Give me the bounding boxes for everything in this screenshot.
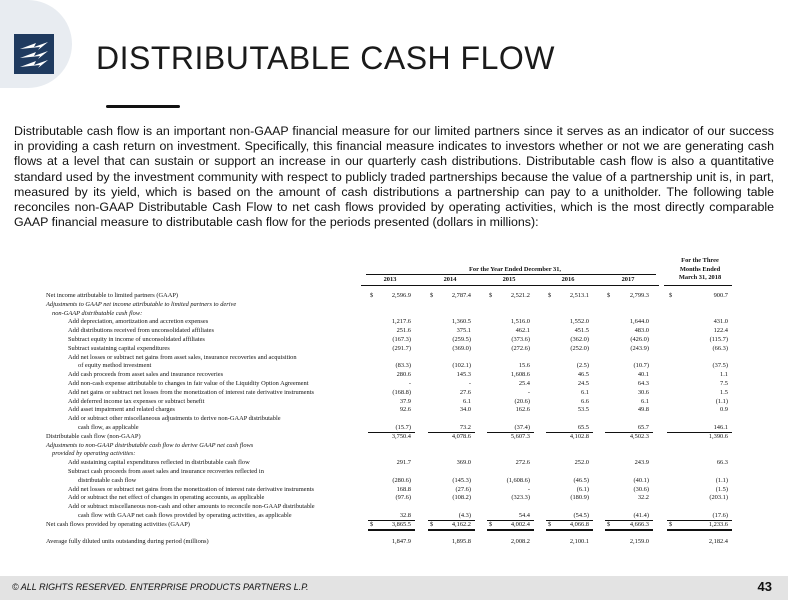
table-cell: (6.1) [576,485,589,493]
total-double-rule [605,529,653,530]
table-cell: (17.6) [712,512,728,519]
table-cell: 122.4 [713,327,728,335]
table-cell: 4,502.3 [629,432,649,440]
row-label: Add net losses or subtract net gains from the monetization of interest rate derivative instruments [68,485,314,493]
table-cell: 1,644.0 [629,318,649,326]
total-double-rule [487,529,534,530]
row-label: Add or subtract other miscellaneous adjustments to derive non-GAAP distributable [68,415,281,423]
table-cell: 92.6 [399,406,411,414]
table-cell: 65.7 [637,424,649,431]
dollar-sign: $ [430,292,434,299]
table-cell: - [408,380,411,387]
table-cell: 1,552.0 [569,318,589,326]
table-cell: (20.6) [514,397,530,405]
table-cell: 2,521.2 [510,292,530,299]
table-cell: (180.9) [570,494,589,502]
table-cell: (1,608.6) [506,476,530,484]
table-cell: 2,008.2 [510,538,530,546]
table-cell: 54.4 [518,512,530,519]
dollar-sign: $ [548,292,552,299]
table-cell: 37.9 [399,397,411,405]
year-header-rule [421,285,481,286]
table-cell: 280.6 [396,371,411,379]
total-double-rule [605,530,653,531]
row-label: non-GAAP distributable cash flow: [52,309,143,317]
year-header-2013: 2013 [383,276,397,283]
table-cell: 1,516.0 [510,318,530,326]
table-cell: (37.4) [514,424,530,431]
total-top-rule [428,520,475,521]
year-header-2017: 2017 [621,276,635,283]
table-cell: 73.2 [459,424,471,431]
row-label: distributable cash flow [78,476,137,484]
table-cell: 2,787.4 [451,292,471,299]
year-header-rule [361,285,421,286]
table-cell: (115.7) [709,336,728,343]
row-label: Net income attributable to limited partners (GAAP) [46,292,179,299]
table-cell: (272.6) [511,344,530,352]
table-cell: 2,799.3 [629,292,649,299]
table-cell: (243.9) [630,344,649,352]
table-cell: 2,513.1 [569,292,589,299]
year-header-2016: 2016 [561,276,575,283]
table-cell: - [468,380,471,387]
row-label: Add net losses or subtract net gains from asset sales, insurance recoveries and acquisition [68,353,297,361]
dollar-sign: $ [607,520,611,528]
row-label: Subtract sustaining capital expenditures [68,344,170,352]
table-cell: (280.6) [392,476,411,484]
table-cell: 291.7 [396,459,411,467]
table-cell: 6.1 [641,397,649,405]
table-cell: 251.6 [396,327,411,335]
table-cell: (27.6) [455,485,471,493]
table-cell: (108.2) [452,494,471,502]
table-cell: 53.5 [577,406,589,414]
dollar-sign: $ [607,292,611,299]
row-label: Distributable cash flow (non-GAAP) [46,432,141,440]
table-cell: 2,596.9 [391,292,411,299]
table-cell: 2,159.0 [629,538,649,546]
table-cell: 6.1 [463,397,471,405]
table-cell: 4,666.3 [629,520,649,528]
row-label: cash flow, as applicable [78,424,139,431]
row-label: Subtract equity in income of unconsolidated affiliates [68,336,205,343]
table-cell: 2,100.1 [569,538,589,546]
row-label: cash flow with GAAP net cash flows provided by operating activities, as applicable [78,512,292,519]
table-cell: - [527,485,530,493]
table-cell: (37.5) [712,362,728,370]
table-cell: 162.6 [515,406,530,414]
table-cell: 1,233.6 [708,520,728,528]
row-label: Add depreciation, amortization and accretion expenses [68,318,209,326]
table-cell: 3,865.5 [391,520,411,528]
row-label: provided by operating activities: [52,450,136,458]
table-cell: (41.4) [633,512,649,519]
row-label: Subtract cash proceeds from asset sales and insurance recoveries reflected in [68,468,264,475]
table-cell: 34.0 [459,406,471,414]
year-header-rule [480,285,540,286]
year-header-rule [539,285,599,286]
table-cell: 4,002.4 [510,520,530,528]
table-cell: - [527,388,530,396]
table-cell: (15.7) [395,424,411,431]
group-header-rule [366,274,656,275]
table-cell: 1,608.6 [510,371,530,379]
table-cell: (369.0) [452,344,471,352]
total-double-rule [368,530,415,531]
table-cell: 1,895.8 [451,538,471,546]
table-cell: (1.1) [715,476,728,484]
table-cell: 6.1 [581,388,589,396]
table-cell: 15.6 [518,362,530,370]
table-cell: 30.6 [637,388,649,396]
row-label: Add sustaining capital expenditures reflected in distributable cash flow [68,459,250,467]
three-months-header-0: For the Three [681,257,719,264]
table-cell: 5,607.3 [510,432,530,440]
table-cell: (291.7) [392,344,411,352]
table-cell: (40.1) [633,476,649,484]
copyright-text: © ALL RIGHTS RESERVED. ENTERPRISE PRODUCTS PARTNERS L.P. [12,582,309,592]
table-cell: 4,066.8 [569,520,589,528]
row-label: Adjustments to GAAP net income attributable to limited partners to derive [46,300,237,308]
total-double-rule [368,529,415,530]
page-title: DISTRIBUTABLE CASH FLOW [96,40,555,76]
table-cell: (46.5) [573,476,589,484]
table-cell: 49.8 [637,406,649,414]
dollar-sign: $ [430,520,434,528]
table-cell: 2,182.4 [708,538,728,546]
dollar-sign: $ [548,520,552,528]
row-label: Add or subtract the net effect of changes in operating accounts, as applicable [68,494,265,502]
table-cell: 431.0 [713,318,728,326]
total-top-rule [667,520,732,521]
table-cell: (426.0) [630,336,649,343]
table-cell: 272.6 [515,459,530,467]
row-label: Add cash proceeds from asset sales and insurance recoveries [68,371,224,379]
table-cell: (373.6) [511,336,530,343]
row-label: Add or subtract miscellaneous non-cash and other amounts to reconcile non-GAAP distributable [68,503,315,511]
year-header-rule [599,285,659,286]
year-header-2015: 2015 [502,276,516,283]
page-number: 43 [757,579,772,594]
row-label: of equity method investment [78,362,152,370]
table-cell: (4.3) [458,512,471,519]
table-cell: 462.1 [515,327,530,335]
table-cell: (83.3) [395,362,411,370]
row-label: Adjustments to non-GAAP distributable cash flow to derive GAAP net cash flows [46,441,254,449]
table-cell: (167.3) [392,336,411,343]
table-cell: 168.8 [396,485,411,493]
table-cell: 483.0 [634,327,649,335]
table-cell: 0.9 [720,406,728,414]
total-double-rule [667,529,732,530]
row-label: Add distributions received from unconsolidated affiliates [68,327,214,335]
dollar-sign: $ [489,520,493,528]
table-cell: 1.1 [720,371,728,379]
dollar-sign: $ [489,292,493,299]
row-label: Add non-cash expense attributable to changes in fair value of the Liquidity Option Agreement [68,380,309,387]
table-cell: 6.6 [581,397,589,405]
table-cell: 1.5 [720,388,728,396]
total-top-rule [605,520,653,521]
table-cell: (66.3) [712,344,728,352]
table-cell: 451.5 [574,327,589,335]
table-cell: (54.5) [573,512,589,519]
three-months-rule [664,285,732,286]
table-cell: 4,102.8 [569,432,589,440]
table-cell: 1,360.5 [451,318,471,326]
dollar-sign: $ [370,520,374,528]
table-cell: 1,847.9 [391,538,411,546]
table-cell: 4,162.2 [451,520,471,528]
intro-paragraph: Distributable cash flow is an important non-GAAP financial measure for our limited partners since it serves as an indicator of our success in providing a cash return on investment. Specifically, this financial measure indicates to investors whether or not we are generating cash flows at a level that can sustain or support an increase in our quarterly cash distributions. Distributable cash flow is also a quantitative standard used by the investment community with respect to publicly traded partnerships because the value of a partnership unit is, in part, measured by its yield, which is based on the amount of cash distributions a partnership can pay to a unitholder. The following table reconciles non-GAAP Distributable Cash Flow to net cash flows provided by operating activities, which is the most directly comparable GAAP financial measure to distributable cash flow for the periods presented (dollars in millions): [14,124,774,230]
table-cell: (259.5) [452,336,471,343]
table-cell: (97.6) [395,494,411,502]
dollar-sign: $ [370,292,374,299]
total-top-rule [546,520,593,521]
table-cell: 40.1 [637,371,649,379]
total-double-rule [546,529,593,530]
table-cell: 25.4 [518,380,530,387]
table-cell: 64.3 [637,380,649,387]
total-double-rule [428,529,475,530]
table-cell: 1,217.6 [391,318,411,326]
total-double-rule [546,530,593,531]
table-cell: 46.5 [577,371,589,379]
row-label: Average fully diluted units outstanding during period (millions) [46,538,209,546]
year-header-2014: 2014 [443,276,457,283]
row-label: Add deferred income tax expenses or subtract benefit [68,397,205,405]
table-cell: 3,750.4 [391,432,411,440]
dollar-sign: $ [669,520,673,528]
table-cell: (2.5) [576,362,589,370]
table-cell: (30.6) [633,485,649,493]
table-cell: 27.6 [459,388,471,396]
table-cell: 24.5 [577,380,589,387]
total-top-rule [368,520,415,521]
total-top-rule [487,520,534,521]
table-cell: 252.0 [574,459,589,467]
table-cell: (323.3) [511,494,530,502]
table-cell: (145.3) [452,476,471,484]
three-months-header-2: March 31, 2018 [678,274,722,281]
table-cell: 243.9 [634,459,649,467]
table-cell: (203.1) [709,494,728,502]
table-cell: 65.5 [577,424,589,431]
dollar-sign: $ [669,292,673,299]
total-double-rule [487,530,534,531]
row-label: Add net gains or subtract net losses from the monetization of interest rate derivative instruments [68,388,314,396]
table-cell: 369.0 [456,459,471,467]
table-cell: 66.3 [716,459,728,467]
group-header: For the Year Ended December 31, [468,266,562,273]
table-cell: (1.1) [715,397,728,405]
table-cell: 900.7 [713,292,728,299]
total-double-rule [667,530,732,531]
table-cell: 145.3 [456,371,471,379]
table-cell: 32.2 [637,494,649,502]
total-double-rule [428,530,475,531]
table-cell: 4,078.6 [451,432,471,440]
table-cell: 32.8 [399,512,411,519]
table-cell: (252.0) [570,344,589,352]
table-cell: 7.5 [720,380,728,387]
table-cell: 375.1 [456,327,471,335]
table-cell: 146.1 [713,424,728,431]
table-cell: 1,390.6 [708,432,728,440]
table-cell: (362.0) [570,336,589,343]
row-label: Net cash flows provided by operating activities (GAAP) [46,520,190,528]
table-cell: (1.5) [715,485,728,493]
row-label: Add asset impairment and related charges [68,406,175,414]
table-cell: (10.7) [633,362,649,370]
table-cell: (102.1) [452,362,471,370]
three-months-header-1: Months Ended [679,265,721,273]
table-cell: (168.8) [392,388,411,396]
